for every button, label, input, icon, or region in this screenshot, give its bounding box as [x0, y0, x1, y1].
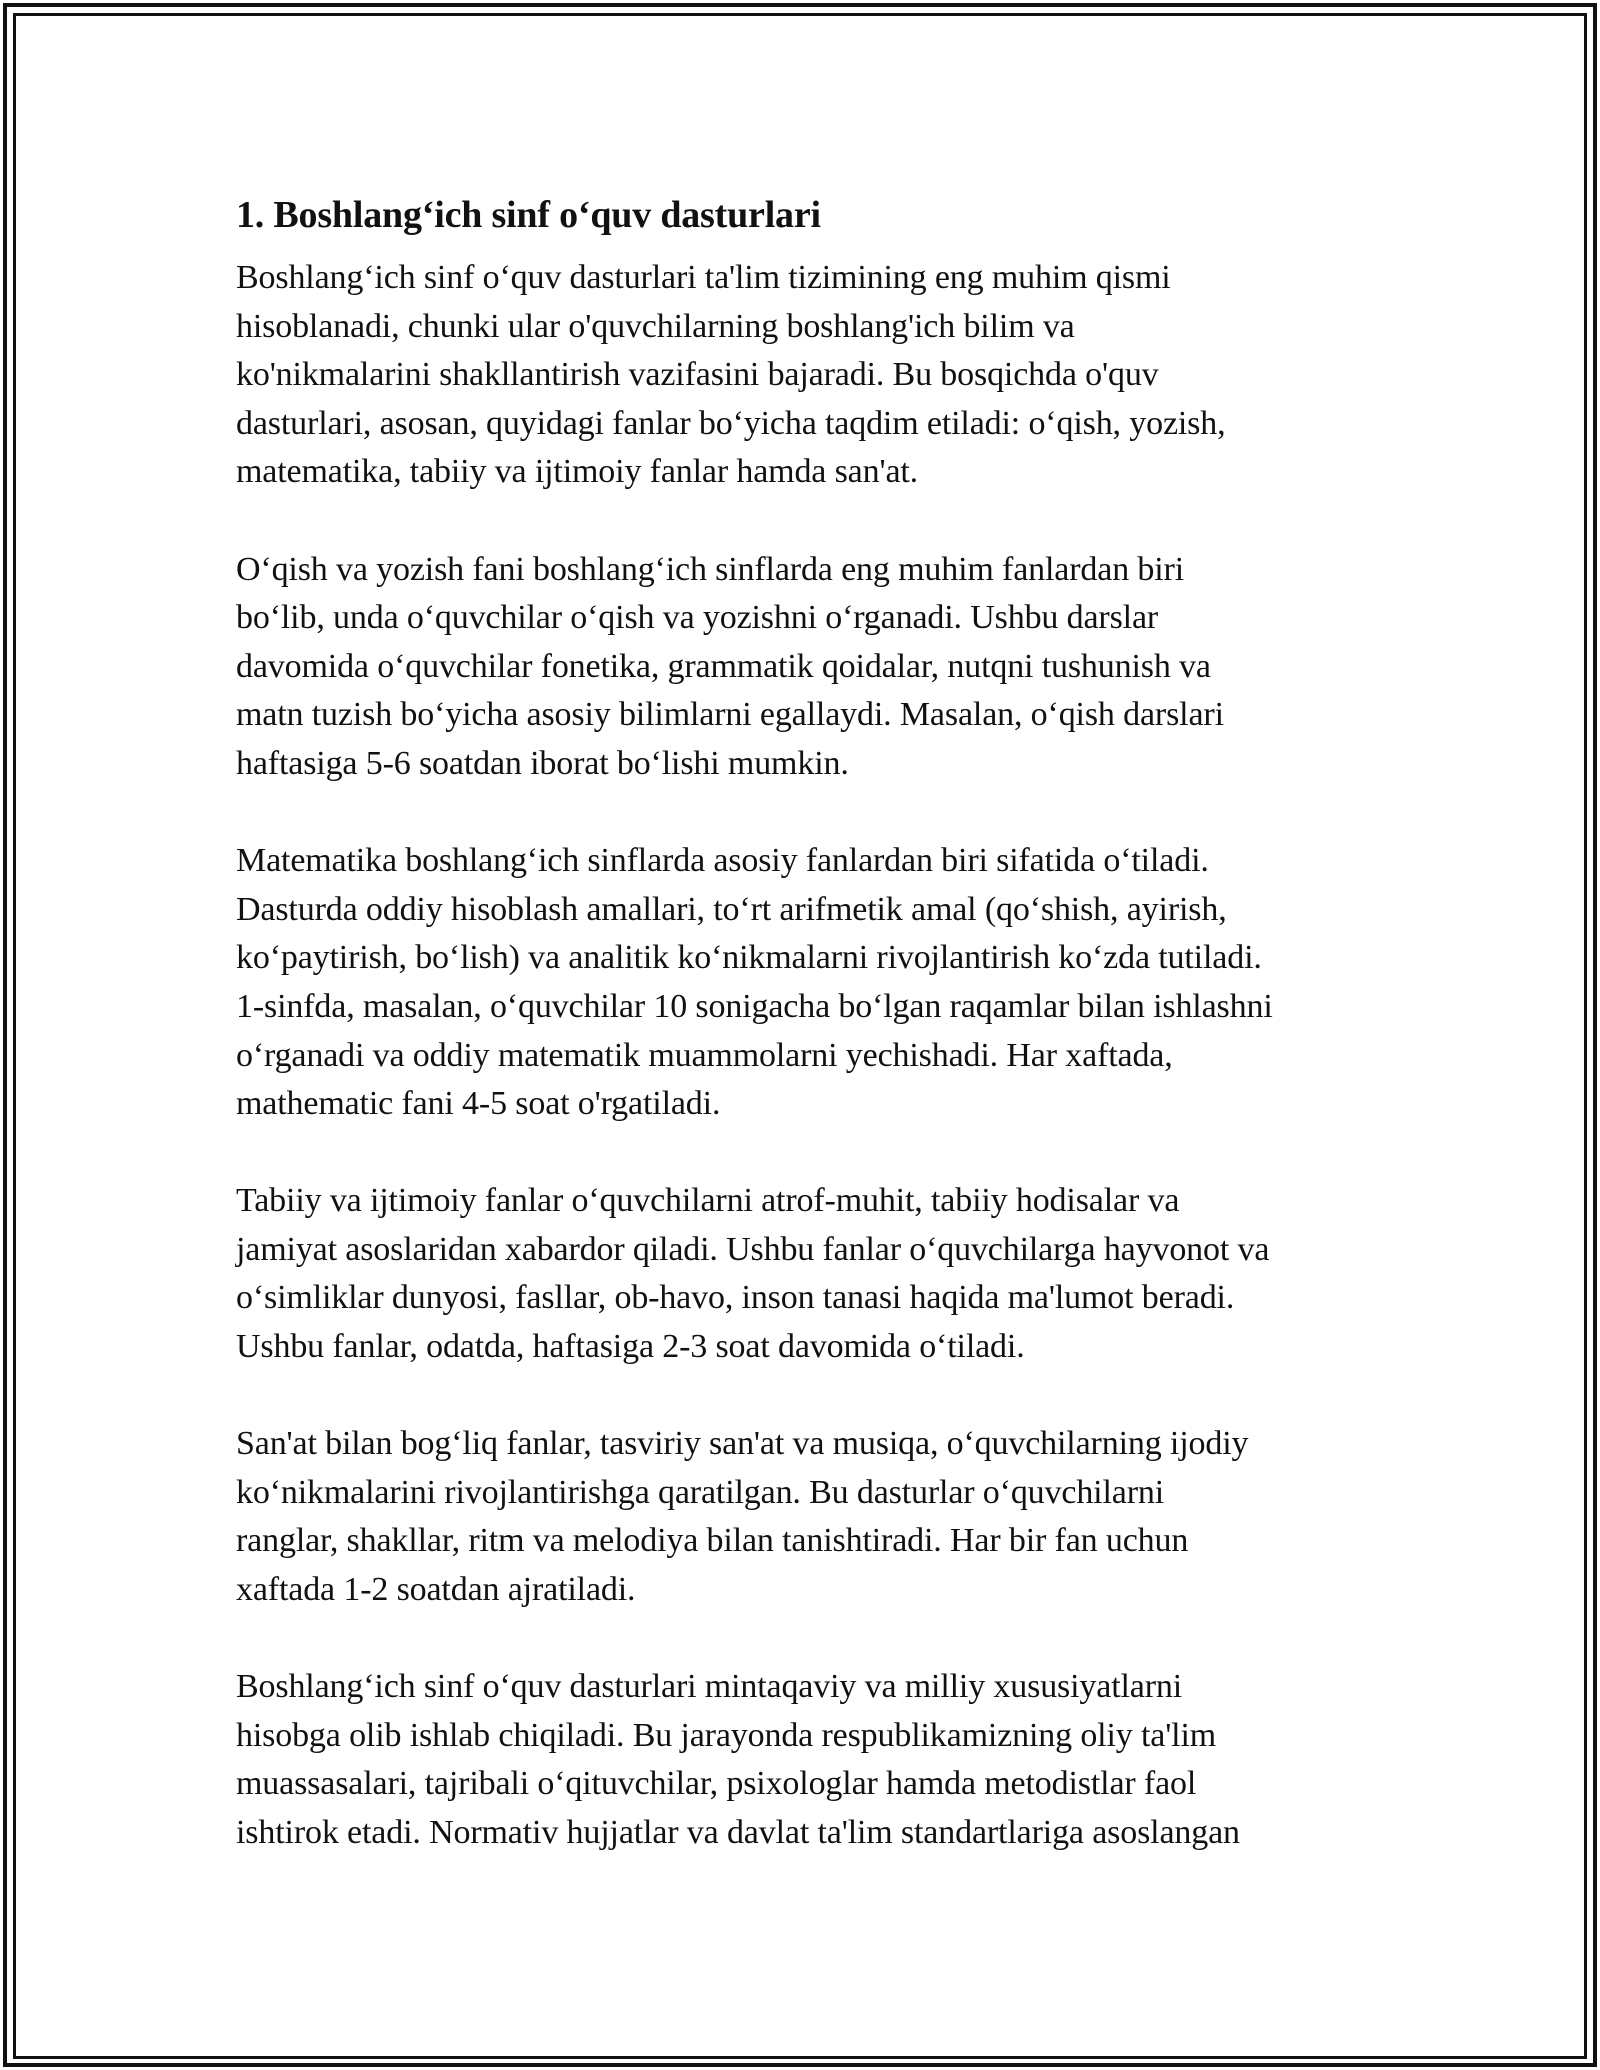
text-line: Boshlang‘ich sinf o‘quv dasturlari mintaqaviy va milliy xususiyatlarni [236, 1668, 1183, 1706]
text-line: o‘simliklar dunyosi, fasllar, ob-havo, inson tanasi haqida ma'lumot beradi. [236, 1279, 1235, 1317]
text-line: dasturlari, asosan, quyidagi fanlar bo‘yicha taqdim etiladi: o‘qish, yozish, [236, 404, 1226, 442]
text-line: ishtirok etadi. Normativ hujjatlar va davlat ta'lim standartlariga asoslangan [236, 1814, 1240, 1851]
text-line: ko‘nikmalarini rivojlantirishga qaratilgan. Bu dasturlar o‘quvchilarni [236, 1473, 1165, 1511]
text-line: ko'nikmalarini shakllantirish vazifasini bajaradi. Bu bosqichda o'quv [236, 356, 1159, 394]
text-line: hisobga olib ishlab chiqiladi. Bu jarayonda respublikamizning oliy ta'lim [236, 1716, 1217, 1754]
text-line: O‘qish va yozish fani boshlang‘ich sinflarda eng muhim fanlardan biri [236, 550, 1185, 588]
text-line: jamiyat asoslaridan xabardor qiladi. Ushbu fanlar o‘quvchilarga hayvonot va [236, 1230, 1270, 1268]
paragraph [236, 1663, 1366, 1857]
text-line: ranglar, shakllar, ritm va melodiya bilan tanishtiradi. Har bir fan uchun [236, 1522, 1189, 1560]
text-line: xaftada 1-2 soatdan ajratiladi. [236, 1571, 636, 1609]
paragraph [236, 1177, 1366, 1371]
text-line: davomida o‘quvchilar fonetika, grammatik qoidalar, nutqni tushunish va [236, 647, 1211, 685]
paragraph [236, 837, 1366, 1129]
text-line: hisoblanadi, chunki ular o'quvchilarning boshlang'ich bilim va [236, 307, 1075, 345]
text-line: bo‘lib, unda o‘quvchilar o‘qish va yozishni o‘rganadi. Ushbu darslar [236, 599, 1159, 637]
paragraph [236, 1420, 1366, 1614]
text-line: matematika, tabiiy va ijtimoiy fanlar hamda san'at. [236, 453, 919, 491]
text-line: Dasturda oddiy hisoblash amallari, to‘rt arifmetik amal (qo‘shish, ayirish, [236, 890, 1227, 928]
text-line: mathematic fani 4-5 soat o'rgatiladi. [236, 1085, 721, 1123]
text-line: Boshlang‘ich sinf o‘quv dasturlari ta'lim tizimining eng muhim qismi [236, 259, 1171, 296]
text-line: muassasalari, tajribali o‘qituvchilar, psixologlar hamda metodistlar faol [236, 1765, 1197, 1803]
document-body [236, 182, 1366, 1858]
text-line: San'at bilan bog‘liq fanlar, tasviriy san'at va musiqa, o‘quvchilarning ijodiy [236, 1425, 1249, 1463]
paragraph [236, 254, 1366, 497]
text-line: Ushbu fanlar, odatda, haftasiga 2-3 soat davomida o‘tiladi. [236, 1328, 1025, 1366]
text-line: o‘rganadi va oddiy matematik muammolarni yechishadi. Har xaftada, [236, 1036, 1173, 1074]
text-line: haftasiga 5-6 soatdan iborat bo‘lishi mumkin. [236, 744, 849, 782]
section-heading: 1. Boshlang‘ich sinf o‘quv dasturlari [236, 194, 821, 236]
text-line: matn tuzish bo‘yicha asosiy bilimlarni egallaydi. Masalan, o‘qish darslari [236, 696, 1224, 734]
text-line: 1-sinfda, masalan, o‘quvchilar 10 sonigacha bo‘lgan raqamlar bilan ishlashni [236, 987, 1273, 1025]
paragraph [236, 546, 1366, 789]
text-line: Tabiiy va ijtimoiy fanlar o‘quvchilarni atrof-muhit, tabiiy hodisalar va [236, 1182, 1180, 1220]
text-line: ko‘paytirish, bo‘lish) va analitik ko‘nikmalarni rivojlantirish ko‘zda tutiladi. [236, 939, 1262, 977]
text-line: Matematika boshlang‘ich sinflarda asosiy fanlardan biri sifatida o‘tiladi. [236, 842, 1209, 880]
